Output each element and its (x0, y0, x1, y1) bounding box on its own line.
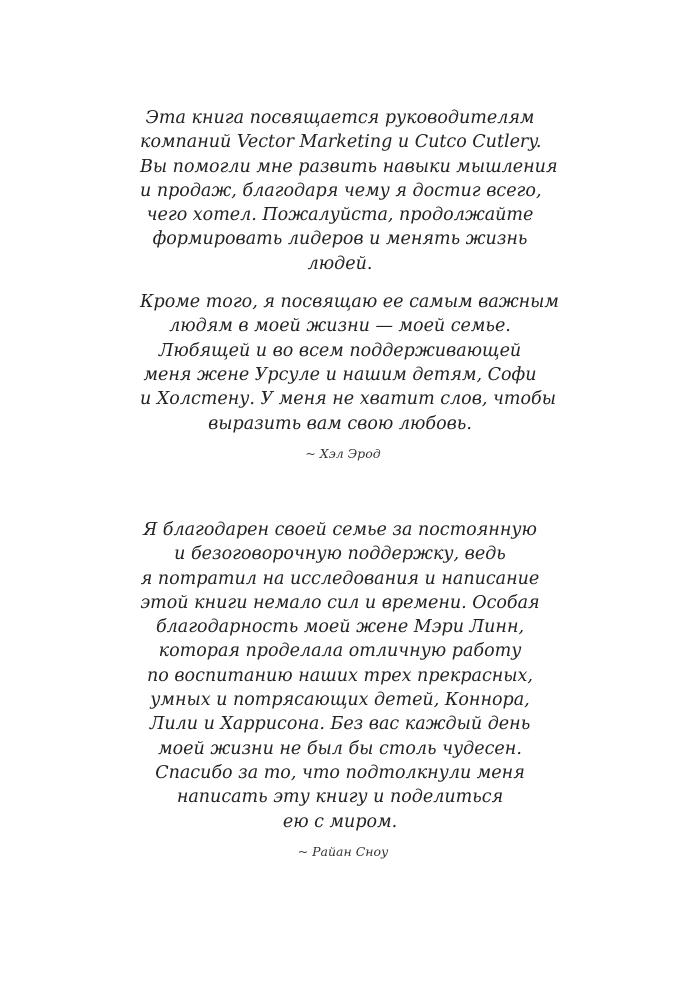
text-line: людям в моей жизни — моей семье. (169, 316, 511, 337)
text-line: Кроме того, я посвящаю ее самым важным (140, 292, 559, 313)
text-line: благодарность моей жене Мэри Линн, (155, 617, 525, 638)
dedication-paragraph (140, 290, 559, 436)
dedication-paragraph (140, 518, 540, 834)
dedication-ryan-snow (140, 518, 540, 860)
text-line: формировать лидеров и менять жизнь (152, 229, 528, 250)
text-line: написать эту книгу и поделиться (176, 787, 504, 808)
text-line: людей. (307, 253, 373, 274)
signature-hal-elrod: ~ Хэл Эрод (305, 445, 381, 461)
text-line: и Холстену. У меня не хватит слов, чтобы (140, 389, 556, 410)
text-line: Я благодарен своей семье за постоянную (143, 520, 537, 540)
text-line: Лили и Харрисона. Без вас каждый день (149, 714, 531, 735)
text-line: Эта книга посвящается руководителям (145, 108, 535, 128)
text-line: Спасибо за то, что подтолкнули меня (155, 762, 525, 783)
signature-ryan-snow: ~ Райан Сноу (297, 843, 389, 859)
text-line: моей жизни не был бы столь чудесен. (158, 738, 522, 759)
text-line: и безоговорочную поддержку, ведь (174, 544, 506, 565)
text-line: я потратил на исследования и написание (140, 568, 540, 589)
text-line: по воспитанию наших трех прекрасных, (147, 665, 533, 686)
text-line: которая проделала отличную работу (158, 641, 522, 662)
text-line: Любящей и во всем поддерживающей (158, 340, 522, 361)
text-line: умных и потрясающих детей, Коннора, (150, 690, 530, 711)
text-line: выразить вам свою любовь. (208, 413, 472, 434)
dedication-paragraph (140, 106, 558, 276)
text-line: ею с миром. (282, 811, 398, 832)
text-line: и продаж, благодаря чему я достиг всего, (140, 180, 542, 201)
paragraph-gap (140, 276, 540, 290)
text-line: этой книги немало сил и времени. Особая (140, 592, 540, 613)
dedication-hal-elrod (140, 106, 559, 462)
text-line: компаний Vector Marketing и Cutco Cutlery. (140, 132, 542, 153)
text-line: меня жене Урсуле и нашим детям, Софи (143, 364, 537, 385)
text-line: чего хотел. Пожалуйста, продолжайте (146, 205, 534, 226)
text-line: Вы помогли мне развить навыки мышления (140, 156, 558, 177)
